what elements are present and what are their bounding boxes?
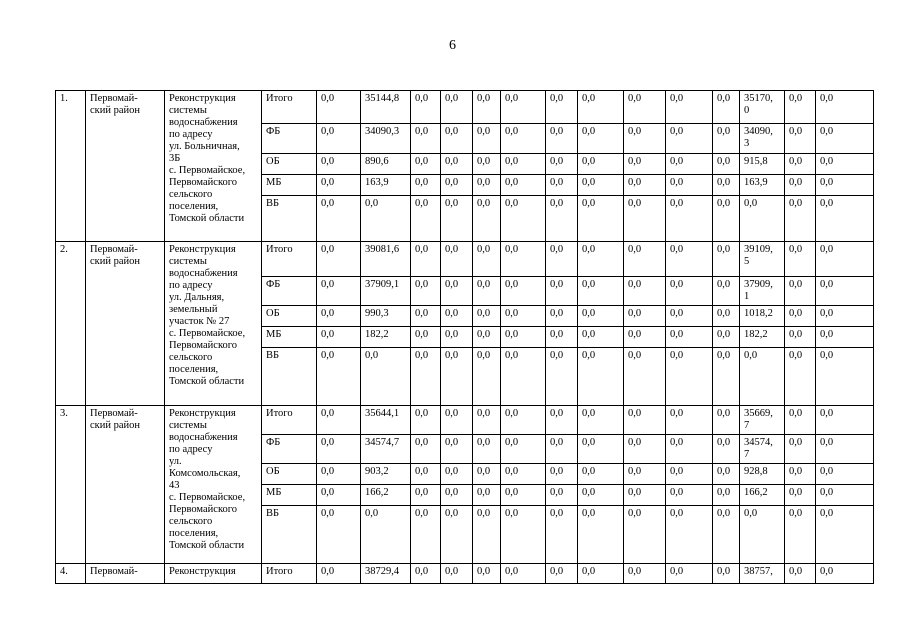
value-cell: 0,0 <box>816 91 874 124</box>
value-cell: 0,0 <box>441 242 473 277</box>
value-cell: 38757, <box>740 564 785 584</box>
value-cell: 0,0 <box>317 196 361 242</box>
value-cell: 0,0 <box>816 327 874 348</box>
value-cell: 0,0 <box>578 485 624 506</box>
value-cell: 35170, 0 <box>740 91 785 124</box>
value-cell: 0,0 <box>501 485 546 506</box>
value-cell: 0,0 <box>785 154 816 175</box>
value-cell: 0,0 <box>473 175 501 196</box>
value-cell: 0,0 <box>578 406 624 435</box>
value-cell: 0,0 <box>740 196 785 242</box>
value-cell: 0,0 <box>501 124 546 154</box>
value-cell: 0,0 <box>578 306 624 327</box>
value-cell: 0,0 <box>816 348 874 406</box>
value-cell: 0,0 <box>624 506 666 564</box>
funding-source-cell: МБ <box>262 175 317 196</box>
value-cell: 34090,3 <box>361 124 411 154</box>
value-cell: 0,0 <box>785 564 816 584</box>
value-cell: 0,0 <box>501 175 546 196</box>
value-cell: 35144,8 <box>361 91 411 124</box>
value-cell: 0,0 <box>624 175 666 196</box>
value-cell: 0,0 <box>785 277 816 306</box>
value-cell: 0,0 <box>473 277 501 306</box>
value-cell: 0,0 <box>317 435 361 464</box>
value-cell: 0,0 <box>546 306 578 327</box>
row-number: 2. <box>56 242 86 406</box>
table-row <box>56 406 874 435</box>
value-cell: 0,0 <box>713 154 740 175</box>
value-cell: 0,0 <box>816 506 874 564</box>
value-cell: 0,0 <box>578 154 624 175</box>
value-cell: 0,0 <box>713 242 740 277</box>
value-cell: 0,0 <box>546 406 578 435</box>
value-cell: 0,0 <box>816 124 874 154</box>
value-cell: 0,0 <box>713 435 740 464</box>
value-cell: 0,0 <box>713 277 740 306</box>
value-cell: 35669, 7 <box>740 406 785 435</box>
value-cell: 0,0 <box>713 327 740 348</box>
value-cell: 182,2 <box>361 327 411 348</box>
value-cell: 0,0 <box>785 175 816 196</box>
value-cell: 0,0 <box>785 485 816 506</box>
value-cell: 0,0 <box>546 196 578 242</box>
value-cell: 0,0 <box>578 435 624 464</box>
value-cell: 0,0 <box>473 348 501 406</box>
value-cell: 0,0 <box>546 435 578 464</box>
funding-source-cell: МБ <box>262 485 317 506</box>
value-cell: 0,0 <box>713 306 740 327</box>
value-cell: 0,0 <box>624 242 666 277</box>
value-cell: 0,0 <box>501 406 546 435</box>
funding-source-cell: Итого <box>262 242 317 277</box>
value-cell: 0,0 <box>624 306 666 327</box>
value-cell: 0,0 <box>411 154 441 175</box>
value-cell: 0,0 <box>317 406 361 435</box>
value-cell: 0,0 <box>624 124 666 154</box>
value-cell: 0,0 <box>501 506 546 564</box>
district-cell: Первомай- ский район <box>86 91 165 242</box>
value-cell: 0,0 <box>441 327 473 348</box>
value-cell: 0,0 <box>501 306 546 327</box>
value-cell: 0,0 <box>578 91 624 124</box>
value-cell: 0,0 <box>441 464 473 485</box>
value-cell: 0,0 <box>411 435 441 464</box>
funding-source-cell: Итого <box>262 91 317 124</box>
value-cell: 0,0 <box>816 242 874 277</box>
value-cell: 0,0 <box>441 435 473 464</box>
value-cell: 0,0 <box>785 406 816 435</box>
value-cell: 0,0 <box>785 242 816 277</box>
value-cell: 0,0 <box>361 506 411 564</box>
value-cell: 0,0 <box>501 348 546 406</box>
value-cell: 0,0 <box>666 327 713 348</box>
value-cell: 0,0 <box>441 124 473 154</box>
value-cell: 38729,4 <box>361 564 411 584</box>
value-cell: 0,0 <box>624 196 666 242</box>
value-cell: 37909, 1 <box>740 277 785 306</box>
value-cell: 0,0 <box>713 564 740 584</box>
funding-source-cell: ФБ <box>262 435 317 464</box>
value-cell: 0,0 <box>785 124 816 154</box>
value-cell: 0,0 <box>411 506 441 564</box>
value-cell: 0,0 <box>501 464 546 485</box>
value-cell: 0,0 <box>713 348 740 406</box>
value-cell: 0,0 <box>546 564 578 584</box>
value-cell: 0,0 <box>473 464 501 485</box>
value-cell: 0,0 <box>624 277 666 306</box>
value-cell: 0,0 <box>473 124 501 154</box>
value-cell: 0,0 <box>624 327 666 348</box>
value-cell: 0,0 <box>785 306 816 327</box>
value-cell: 0,0 <box>441 154 473 175</box>
value-cell: 0,0 <box>624 91 666 124</box>
value-cell: 0,0 <box>816 277 874 306</box>
value-cell: 0,0 <box>816 196 874 242</box>
funding-source-cell: МБ <box>262 327 317 348</box>
value-cell: 0,0 <box>317 124 361 154</box>
value-cell: 0,0 <box>713 196 740 242</box>
value-cell: 0,0 <box>666 277 713 306</box>
value-cell: 0,0 <box>666 435 713 464</box>
value-cell: 182,2 <box>740 327 785 348</box>
value-cell: 0,0 <box>411 91 441 124</box>
value-cell: 0,0 <box>317 306 361 327</box>
value-cell: 0,0 <box>624 485 666 506</box>
value-cell: 0,0 <box>441 175 473 196</box>
value-cell: 0,0 <box>578 348 624 406</box>
value-cell: 0,0 <box>713 175 740 196</box>
value-cell: 0,0 <box>411 242 441 277</box>
value-cell: 0,0 <box>816 406 874 435</box>
object-name-cell: Реконструкция системы водоснабжения по адресу ул. Дальняя, земельный участок № 27 с. Первомайское, Первомайского сельского поселения, Томской области <box>165 242 262 406</box>
funding-source-cell: Итого <box>262 406 317 435</box>
value-cell: 0,0 <box>624 348 666 406</box>
value-cell: 0,0 <box>785 435 816 464</box>
value-cell: 0,0 <box>441 196 473 242</box>
value-cell: 0,0 <box>546 91 578 124</box>
value-cell: 0,0 <box>411 406 441 435</box>
value-cell: 0,0 <box>666 91 713 124</box>
value-cell: 0,0 <box>473 406 501 435</box>
page-number: 6 <box>449 38 456 53</box>
value-cell: 915,8 <box>740 154 785 175</box>
value-cell: 0,0 <box>501 564 546 584</box>
value-cell: 0,0 <box>546 242 578 277</box>
value-cell: 0,0 <box>411 124 441 154</box>
value-cell: 0,0 <box>411 327 441 348</box>
value-cell: 0,0 <box>546 277 578 306</box>
value-cell: 0,0 <box>361 348 411 406</box>
value-cell: 0,0 <box>473 506 501 564</box>
object-name-cell: Реконструкция системы водоснабжения по адресу ул. Комсомольская, 43 с. Первомайское, Первомайского сельского поселения, Томской области <box>165 406 262 564</box>
value-cell: 0,0 <box>666 242 713 277</box>
value-cell: 0,0 <box>411 306 441 327</box>
value-cell: 0,0 <box>546 154 578 175</box>
value-cell: 0,0 <box>785 196 816 242</box>
funding-source-cell: ОБ <box>262 464 317 485</box>
value-cell: 0,0 <box>785 464 816 485</box>
value-cell: 163,9 <box>361 175 411 196</box>
value-cell: 0,0 <box>816 435 874 464</box>
value-cell: 0,0 <box>411 464 441 485</box>
row-number: 1. <box>56 91 86 242</box>
value-cell: 0,0 <box>666 175 713 196</box>
value-cell: 0,0 <box>411 196 441 242</box>
value-cell: 0,0 <box>666 154 713 175</box>
district-cell: Первомай- ский район <box>86 242 165 406</box>
value-cell: 0,0 <box>816 485 874 506</box>
value-cell: 0,0 <box>578 277 624 306</box>
value-cell: 0,0 <box>441 306 473 327</box>
value-cell: 39081,6 <box>361 242 411 277</box>
value-cell: 0,0 <box>546 464 578 485</box>
value-cell: 35644,1 <box>361 406 411 435</box>
value-cell: 0,0 <box>441 91 473 124</box>
value-cell: 0,0 <box>578 175 624 196</box>
district-cell: Первомай- <box>86 564 165 584</box>
value-cell: 0,0 <box>361 196 411 242</box>
value-cell: 0,0 <box>411 564 441 584</box>
value-cell: 0,0 <box>578 196 624 242</box>
value-cell: 0,0 <box>666 464 713 485</box>
funding-source-cell: Итого <box>262 564 317 584</box>
value-cell: 0,0 <box>546 175 578 196</box>
value-cell: 0,0 <box>317 327 361 348</box>
value-cell: 166,2 <box>740 485 785 506</box>
value-cell: 0,0 <box>624 464 666 485</box>
value-cell: 0,0 <box>473 154 501 175</box>
value-cell: 0,0 <box>473 485 501 506</box>
table-row <box>56 564 874 584</box>
value-cell: 0,0 <box>666 196 713 242</box>
value-cell: 0,0 <box>546 485 578 506</box>
value-cell: 0,0 <box>473 306 501 327</box>
value-cell: 0,0 <box>501 154 546 175</box>
object-name-cell: Реконструкция системы водоснабжения по адресу ул. Больничная, 3Б с. Первомайское, Первомайского сельского поселения, Томской области <box>165 91 262 242</box>
value-cell: 903,2 <box>361 464 411 485</box>
value-cell: 0,0 <box>666 348 713 406</box>
value-cell: 0,0 <box>578 506 624 564</box>
value-cell: 0,0 <box>501 91 546 124</box>
value-cell: 0,0 <box>713 485 740 506</box>
funding-source-cell: ВБ <box>262 506 317 564</box>
value-cell: 0,0 <box>501 242 546 277</box>
table-row <box>56 91 874 124</box>
value-cell: 0,0 <box>624 564 666 584</box>
value-cell: 0,0 <box>501 327 546 348</box>
value-cell: 0,0 <box>317 154 361 175</box>
value-cell: 0,0 <box>546 124 578 154</box>
value-cell: 0,0 <box>578 327 624 348</box>
value-cell: 990,3 <box>361 306 411 327</box>
value-cell: 0,0 <box>740 348 785 406</box>
value-cell: 0,0 <box>624 154 666 175</box>
value-cell: 0,0 <box>473 435 501 464</box>
value-cell: 0,0 <box>546 348 578 406</box>
value-cell: 0,0 <box>317 485 361 506</box>
row-number: 4. <box>56 564 86 584</box>
value-cell: 0,0 <box>785 348 816 406</box>
value-cell: 0,0 <box>317 175 361 196</box>
value-cell: 0,0 <box>666 485 713 506</box>
value-cell: 0,0 <box>473 327 501 348</box>
value-cell: 0,0 <box>411 348 441 406</box>
object-name-cell: Реконструкция <box>165 564 262 584</box>
funding-source-cell: ВБ <box>262 348 317 406</box>
district-cell: Первомай- ский район <box>86 406 165 564</box>
value-cell: 34090, 3 <box>740 124 785 154</box>
funding-source-cell: ОБ <box>262 154 317 175</box>
funding-source-cell: ФБ <box>262 124 317 154</box>
value-cell: 0,0 <box>578 242 624 277</box>
value-cell: 0,0 <box>666 564 713 584</box>
value-cell: 928,8 <box>740 464 785 485</box>
value-cell: 0,0 <box>317 564 361 584</box>
value-cell: 0,0 <box>578 124 624 154</box>
program-table <box>55 90 874 584</box>
value-cell: 0,0 <box>441 406 473 435</box>
value-cell: 0,0 <box>713 124 740 154</box>
value-cell: 39109, 5 <box>740 242 785 277</box>
value-cell: 0,0 <box>473 564 501 584</box>
value-cell: 0,0 <box>713 91 740 124</box>
value-cell: 0,0 <box>816 464 874 485</box>
value-cell: 0,0 <box>501 196 546 242</box>
funding-source-cell: ФБ <box>262 277 317 306</box>
value-cell: 890,6 <box>361 154 411 175</box>
value-cell: 0,0 <box>713 506 740 564</box>
value-cell: 0,0 <box>441 277 473 306</box>
value-cell: 166,2 <box>361 485 411 506</box>
value-cell: 0,0 <box>578 564 624 584</box>
value-cell: 0,0 <box>441 506 473 564</box>
value-cell: 37909,1 <box>361 277 411 306</box>
value-cell: 0,0 <box>713 464 740 485</box>
value-cell: 0,0 <box>411 277 441 306</box>
value-cell: 0,0 <box>411 175 441 196</box>
value-cell: 0,0 <box>713 406 740 435</box>
value-cell: 0,0 <box>473 242 501 277</box>
value-cell: 34574, 7 <box>740 435 785 464</box>
value-cell: 0,0 <box>441 564 473 584</box>
value-cell: 0,0 <box>411 485 441 506</box>
value-cell: 0,0 <box>441 348 473 406</box>
value-cell: 0,0 <box>816 564 874 584</box>
value-cell: 0,0 <box>816 154 874 175</box>
value-cell: 0,0 <box>317 506 361 564</box>
funding-source-cell: ВБ <box>262 196 317 242</box>
value-cell: 0,0 <box>666 124 713 154</box>
value-cell: 0,0 <box>473 91 501 124</box>
value-cell: 0,0 <box>501 277 546 306</box>
funding-source-cell: ОБ <box>262 306 317 327</box>
row-number: 3. <box>56 406 86 564</box>
value-cell: 0,0 <box>785 506 816 564</box>
value-cell: 0,0 <box>740 506 785 564</box>
value-cell: 0,0 <box>317 91 361 124</box>
value-cell: 0,0 <box>785 91 816 124</box>
value-cell: 0,0 <box>624 435 666 464</box>
value-cell: 0,0 <box>317 277 361 306</box>
value-cell: 163,9 <box>740 175 785 196</box>
value-cell: 34574,7 <box>361 435 411 464</box>
value-cell: 0,0 <box>546 327 578 348</box>
value-cell: 0,0 <box>317 464 361 485</box>
value-cell: 0,0 <box>317 242 361 277</box>
value-cell: 0,0 <box>317 348 361 406</box>
value-cell: 0,0 <box>785 327 816 348</box>
value-cell: 0,0 <box>501 435 546 464</box>
value-cell: 0,0 <box>816 175 874 196</box>
value-cell: 0,0 <box>666 406 713 435</box>
value-cell: 1018,2 <box>740 306 785 327</box>
value-cell: 0,0 <box>816 306 874 327</box>
value-cell: 0,0 <box>473 196 501 242</box>
value-cell: 0,0 <box>441 485 473 506</box>
value-cell: 0,0 <box>666 306 713 327</box>
value-cell: 0,0 <box>546 506 578 564</box>
value-cell: 0,0 <box>666 506 713 564</box>
table-row <box>56 242 874 277</box>
value-cell: 0,0 <box>624 406 666 435</box>
value-cell: 0,0 <box>578 464 624 485</box>
